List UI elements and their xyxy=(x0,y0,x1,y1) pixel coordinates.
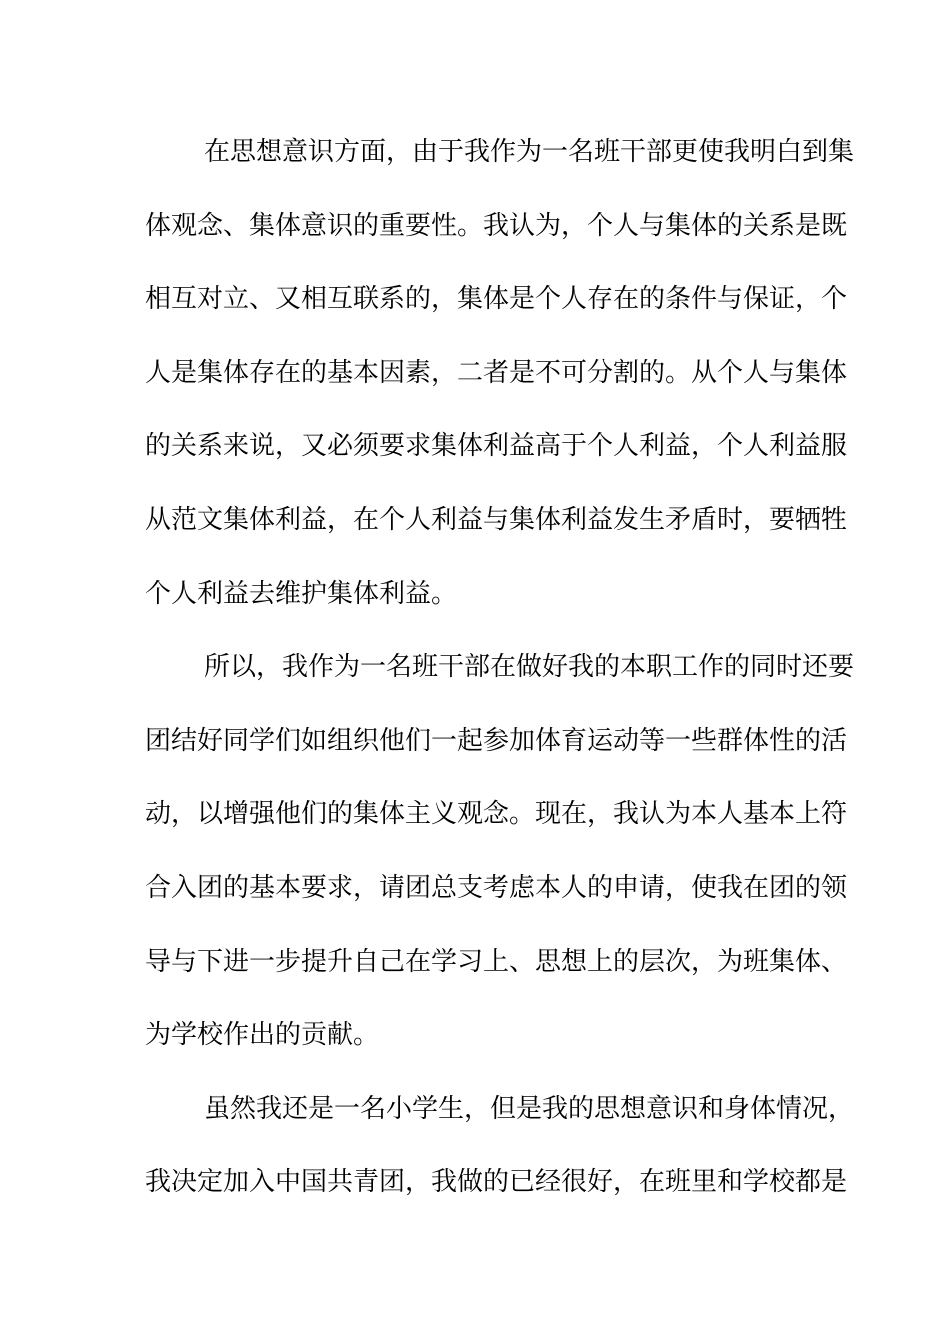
paragraph-2-line-2: 团结好同学们如组织他们一起参加体育运动等一些群体性的活 xyxy=(145,725,848,756)
paragraph-2-line-6: 为学校作出的贡献。 xyxy=(145,1020,380,1051)
paragraph-2-line-1: 所以，我作为一名班干部在做好我的本职工作的同时还要 xyxy=(204,652,855,683)
paragraph-1-line-7: 个人利益去维护集体利益。 xyxy=(145,578,458,609)
paragraph-3-line-2: 我决定加入中国共青团，我做的已经很好，在班里和学校都是 xyxy=(145,1167,848,1198)
paragraph-2-line-5: 导与下进一步提升自己在学习上、思想上的层次，为班集体、 xyxy=(145,946,848,977)
paragraph-1-line-5: 的关系来说，又必须要求集体利益高于个人利益，个人利益服 xyxy=(145,431,848,462)
paragraph-2-line-3: 动，以增强他们的集体主义观念。现在，我认为本人基本上符 xyxy=(145,799,848,830)
paragraph-1-line-4: 人是集体存在的基本因素，二者是不可分割的。从个人与集体 xyxy=(145,357,848,388)
document-body xyxy=(145,130,855,1234)
paragraph-1-line-1: 在思想意识方面，由于我作为一名班干部更使我明白到集 xyxy=(204,137,855,167)
paragraph-1-line-6: 从范文集体利益，在个人利益与集体利益发生矛盾时，要牺牲 xyxy=(145,504,848,535)
paragraph-1-line-3: 相互对立、又相互联系的，集体是个人存在的条件与保证，个 xyxy=(145,284,848,315)
paragraph-3-line-1: 虽然我还是一名小学生，但是我的思想意识和身体情况， xyxy=(204,1093,855,1124)
paragraph-1-line-2: 体观念、集体意识的重要性。我认为，个人与集体的关系是既 xyxy=(145,210,848,241)
paragraph-2-line-4: 合入团的基本要求，请团总支考虑本人的申请，使我在团的领 xyxy=(145,872,848,903)
